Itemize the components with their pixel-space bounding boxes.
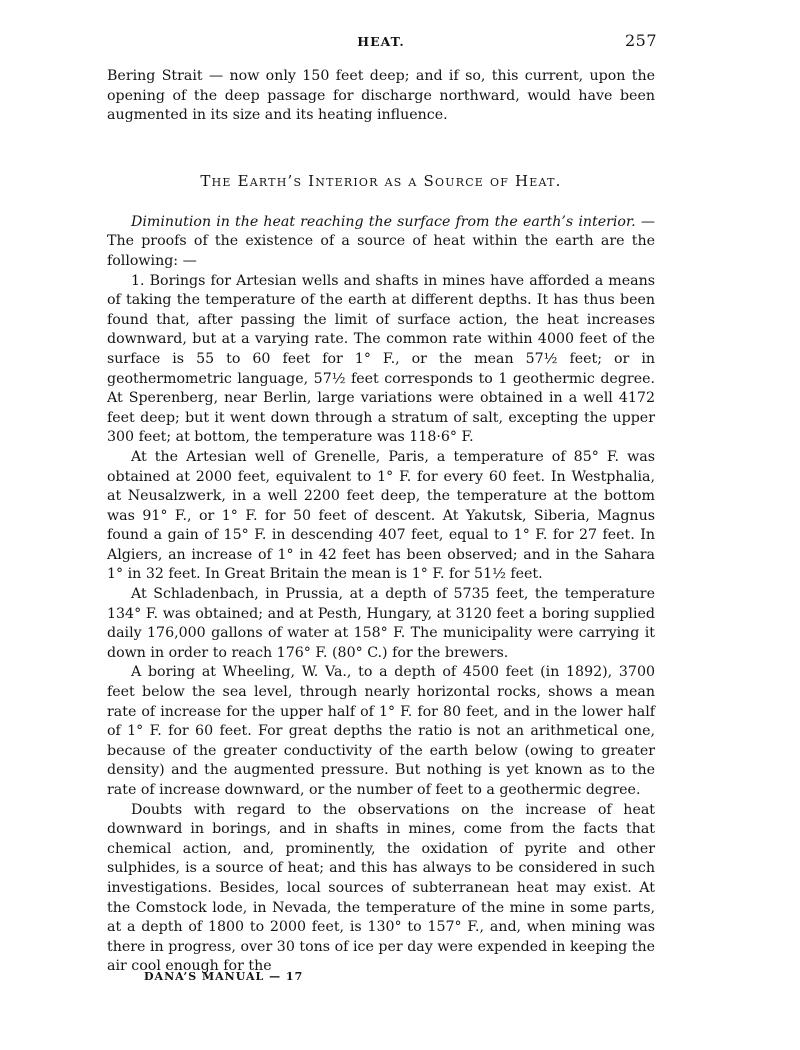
book-page [107, 32, 655, 992]
page-number: 257 [624, 31, 657, 50]
running-head [107, 32, 655, 58]
lead-paragraph [107, 213, 655, 272]
paragraph-doubts: Doubts with regard to the observations on the increase of heat downward in borings, and in shafts in mines, come from the facts that chemical action, and, prominently, the oxidation of pyrite and other sulphides, is a source of heat; and this has always to be considered in such investigations. Besides, local sources of subterranean heat may exist. At the Comstock lode, in Nevada, the temperature of the mine in some parts, at a depth of 1800 to 2000 feet, is 130° to 157° F., and, when mining was there in progress, over 30 tons of ice per day were expended in keeping the air cool enough for the [107, 801, 655, 975]
paragraph-subhead: Diminution in the heat reaching the surface from the earth’s interior. [131, 213, 636, 230]
lead-paragraph-text: — The proofs of the existence of a source of heat within the earth are the following: — [107, 213, 656, 269]
paragraph-borings: 1. Borings for Artesian wells and shafts in mines have afforded a means of taking the temperature of the earth at different depths. It has thus been found that, after passing the limit of surface action, the heat increases downward, but at a varying rate. The common rate within 4000 feet of the surface is 55 to 60 feet for 1° F., or the mean 57½ feet; or in geothermometric language, 57½ feet corresponds to 1 geothermic degree. At Sperenberg, near Berlin, large variations were obtained in a well 4172 feet deep; but it went down through a stratum of salt, excepting the upper 300 feet; at bottom, the temperature was 118·6° F. [107, 272, 655, 446]
running-title: HEAT. [357, 34, 405, 49]
section-heading: The Earth’s Interior as a Source of Heat. [200, 171, 562, 190]
paragraph-schladenbach: At Schladenbach, in Prussia, at a depth of 5735 feet, the temperature 134° F. was obtained; and at Pesth, Hungary, at 3120 feet a boring supplied daily 176,000 gallons of water at 158° F. The municipality were carrying it down in order to reach 176° F. (80° C.) for the brewers. [107, 586, 655, 661]
signature-mark: DANA’S MANUAL — 17 [144, 970, 304, 983]
paragraph-grenelle: At the Artesian well of Grenelle, Paris, a temperature of 85° F. was obtained at 2000 feet, equivalent to 1° F. for every 60 feet. In Westphalia, at Neusalzwerk, in a well 2200 feet deep, the temperature at the bottom was 91° F., or 1° F. for 50 feet of descent. At Yakutsk, Siberia, Magnus found a gain of 15° F. in descending 407 feet, equal to 1° F. for 27 feet. In Algiers, an increase of 1° in 42 feet has been observed; and in the Sahara 1° in 32 feet. In Great Britain the mean is 1° F. for 51½ feet. [107, 448, 655, 583]
continued-paragraph: Bering Strait — now only 150 feet deep; and if so, this current, upon the opening of the deep passage for discharge northward, would have been augmented in its size and its heating influence. [107, 68, 655, 124]
paragraph-wheeling: A boring at Wheeling, W. Va., to a depth of 4500 feet (in 1892), 3700 feet below the sea level, through nearly horizontal rocks, shows a mean rate of increase for the upper half of 1° F. for 80 feet, and in the lower half of 1° F. for 60 feet. For great depths the ratio is not an arithmetical one, because of the greater conductivity of the earth below (owing to greater density) and the augmented pressure. But nothing is yet known as to the rate of increase downward, or the number of feet to a geothermic degree. [107, 664, 655, 798]
